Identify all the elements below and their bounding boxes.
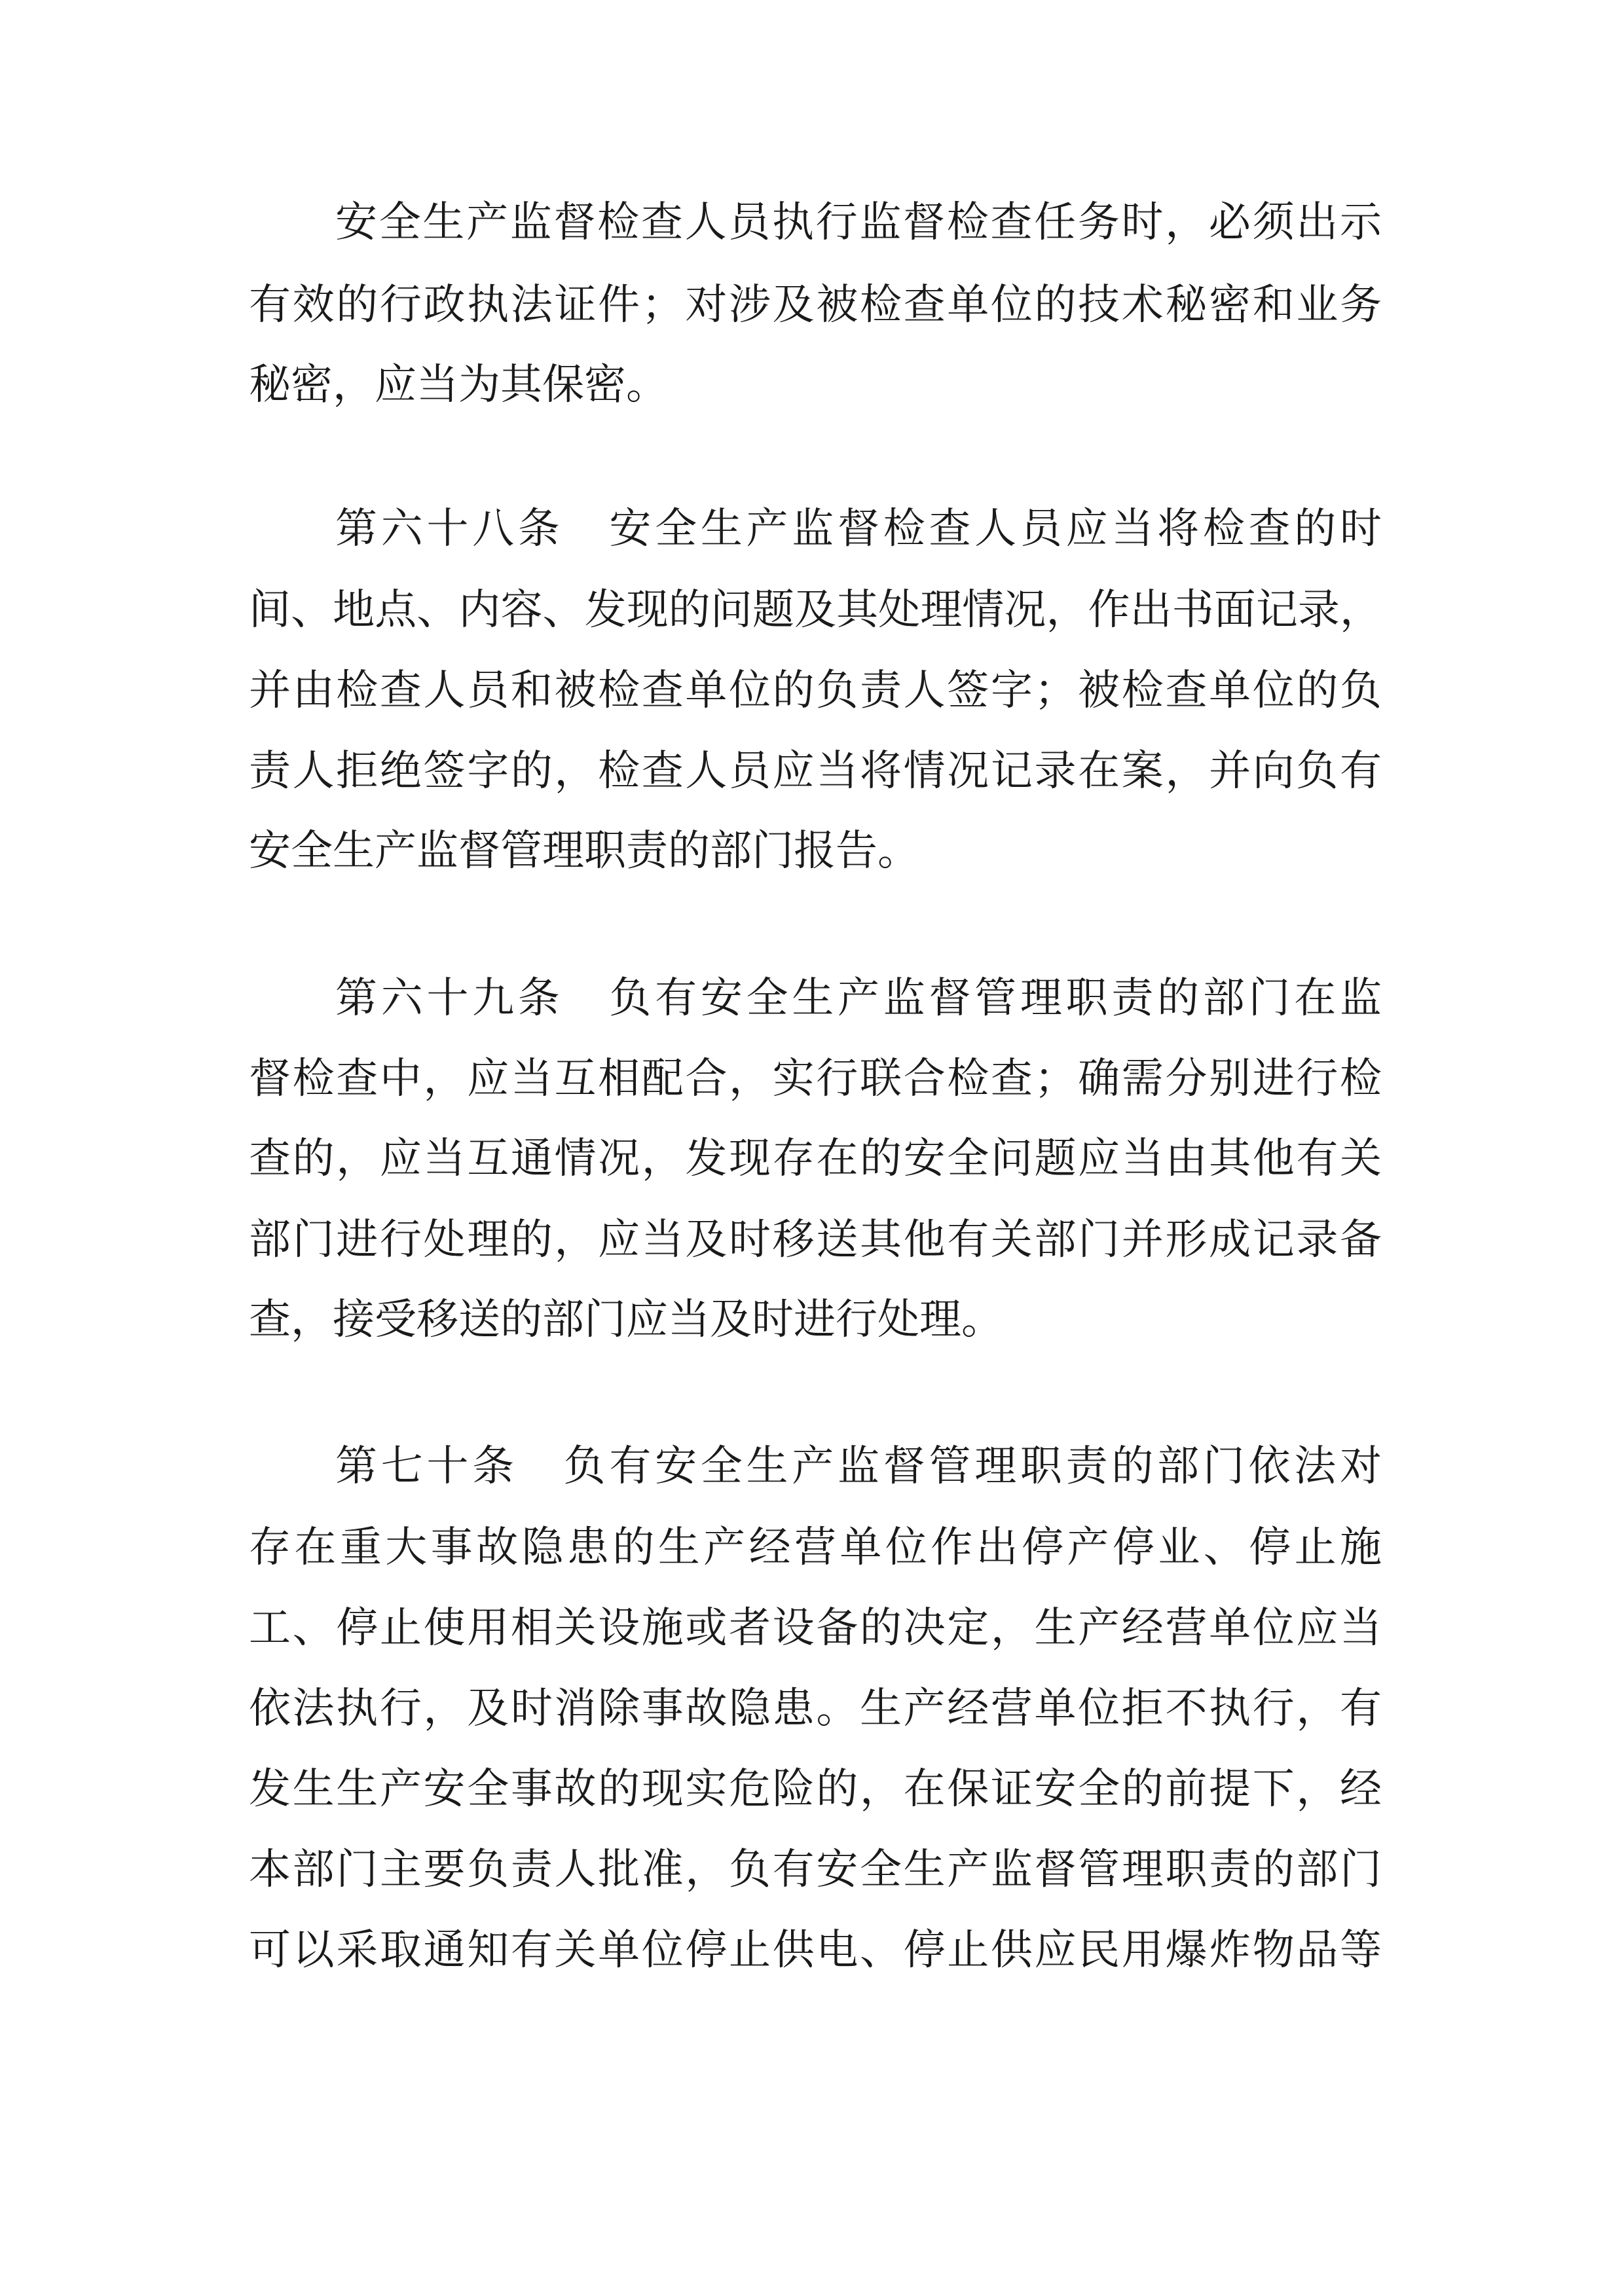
text-line: 本部门主要负责人批准，负有安全生产监督管理职责的部门: [249, 1846, 1382, 1894]
text-line: 工、停止使用相关设施或者设备的决定，生产经营单位应当: [249, 1604, 1382, 1652]
text-line: 部门进行处理的，应当及时移送其他有关部门并形成记录备: [249, 1216, 1382, 1264]
article-text: 负有安全生产监督管理职责的部门在监: [605, 974, 1382, 1023]
text-line: 安全生产监督检查人员执行监督检查任务时，必须出示: [335, 198, 1382, 247]
article-text: 安全生产监督检查人员应当将检查的时: [605, 505, 1382, 553]
text-line: 间、地点、内容、发现的问题及其处理情况，作出书面记录，: [249, 586, 1382, 634]
text-line: 查的，应当互通情况，发现存在的安全问题应当由其他有关: [249, 1135, 1382, 1183]
text-line: 依法执行，及时消除事故隐患。生产经营单位拒不执行，有: [249, 1685, 1382, 1733]
article-number: 第六十八条: [335, 505, 564, 553]
article-text: 负有安全生产监督管理职责的部门依法对: [559, 1442, 1382, 1491]
text-line: 有效的行政执法证件；对涉及被检查单位的技术秘密和业务: [249, 281, 1382, 329]
text-line: 责人拒绝签字的，检查人员应当将情况记录在案，并向负有: [249, 747, 1382, 795]
text-line: 可以采取通知有关单位停止供电、停止供应民用爆炸物品等: [249, 1926, 1382, 1975]
text-line: 秘密，应当为其保密。: [249, 361, 668, 409]
article-first-line: [335, 966, 1382, 1031]
text-line: 发生生产安全事故的现实危险的，在保证安全的前提下，经: [249, 1765, 1382, 1813]
text-line: 并由检查人员和被检查单位的负责人签字；被检查单位的负: [249, 666, 1382, 715]
article-number: 第七十条: [335, 1442, 518, 1491]
article-first-line: [335, 496, 1382, 562]
text-line: 存在重大事故隐患的生产经营单位作出停产停业、停止施: [249, 1523, 1382, 1572]
text-line: 查，接受移送的部门应当及时进行处理。: [249, 1296, 1003, 1344]
article-first-line: [335, 1434, 1382, 1499]
text-line: 安全生产监督管理职责的部门报告。: [249, 827, 919, 875]
text-line: 督检查中，应当互相配合，实行联合检查；确需分别进行检: [249, 1055, 1382, 1103]
article-number: 第六十九条: [335, 974, 564, 1023]
